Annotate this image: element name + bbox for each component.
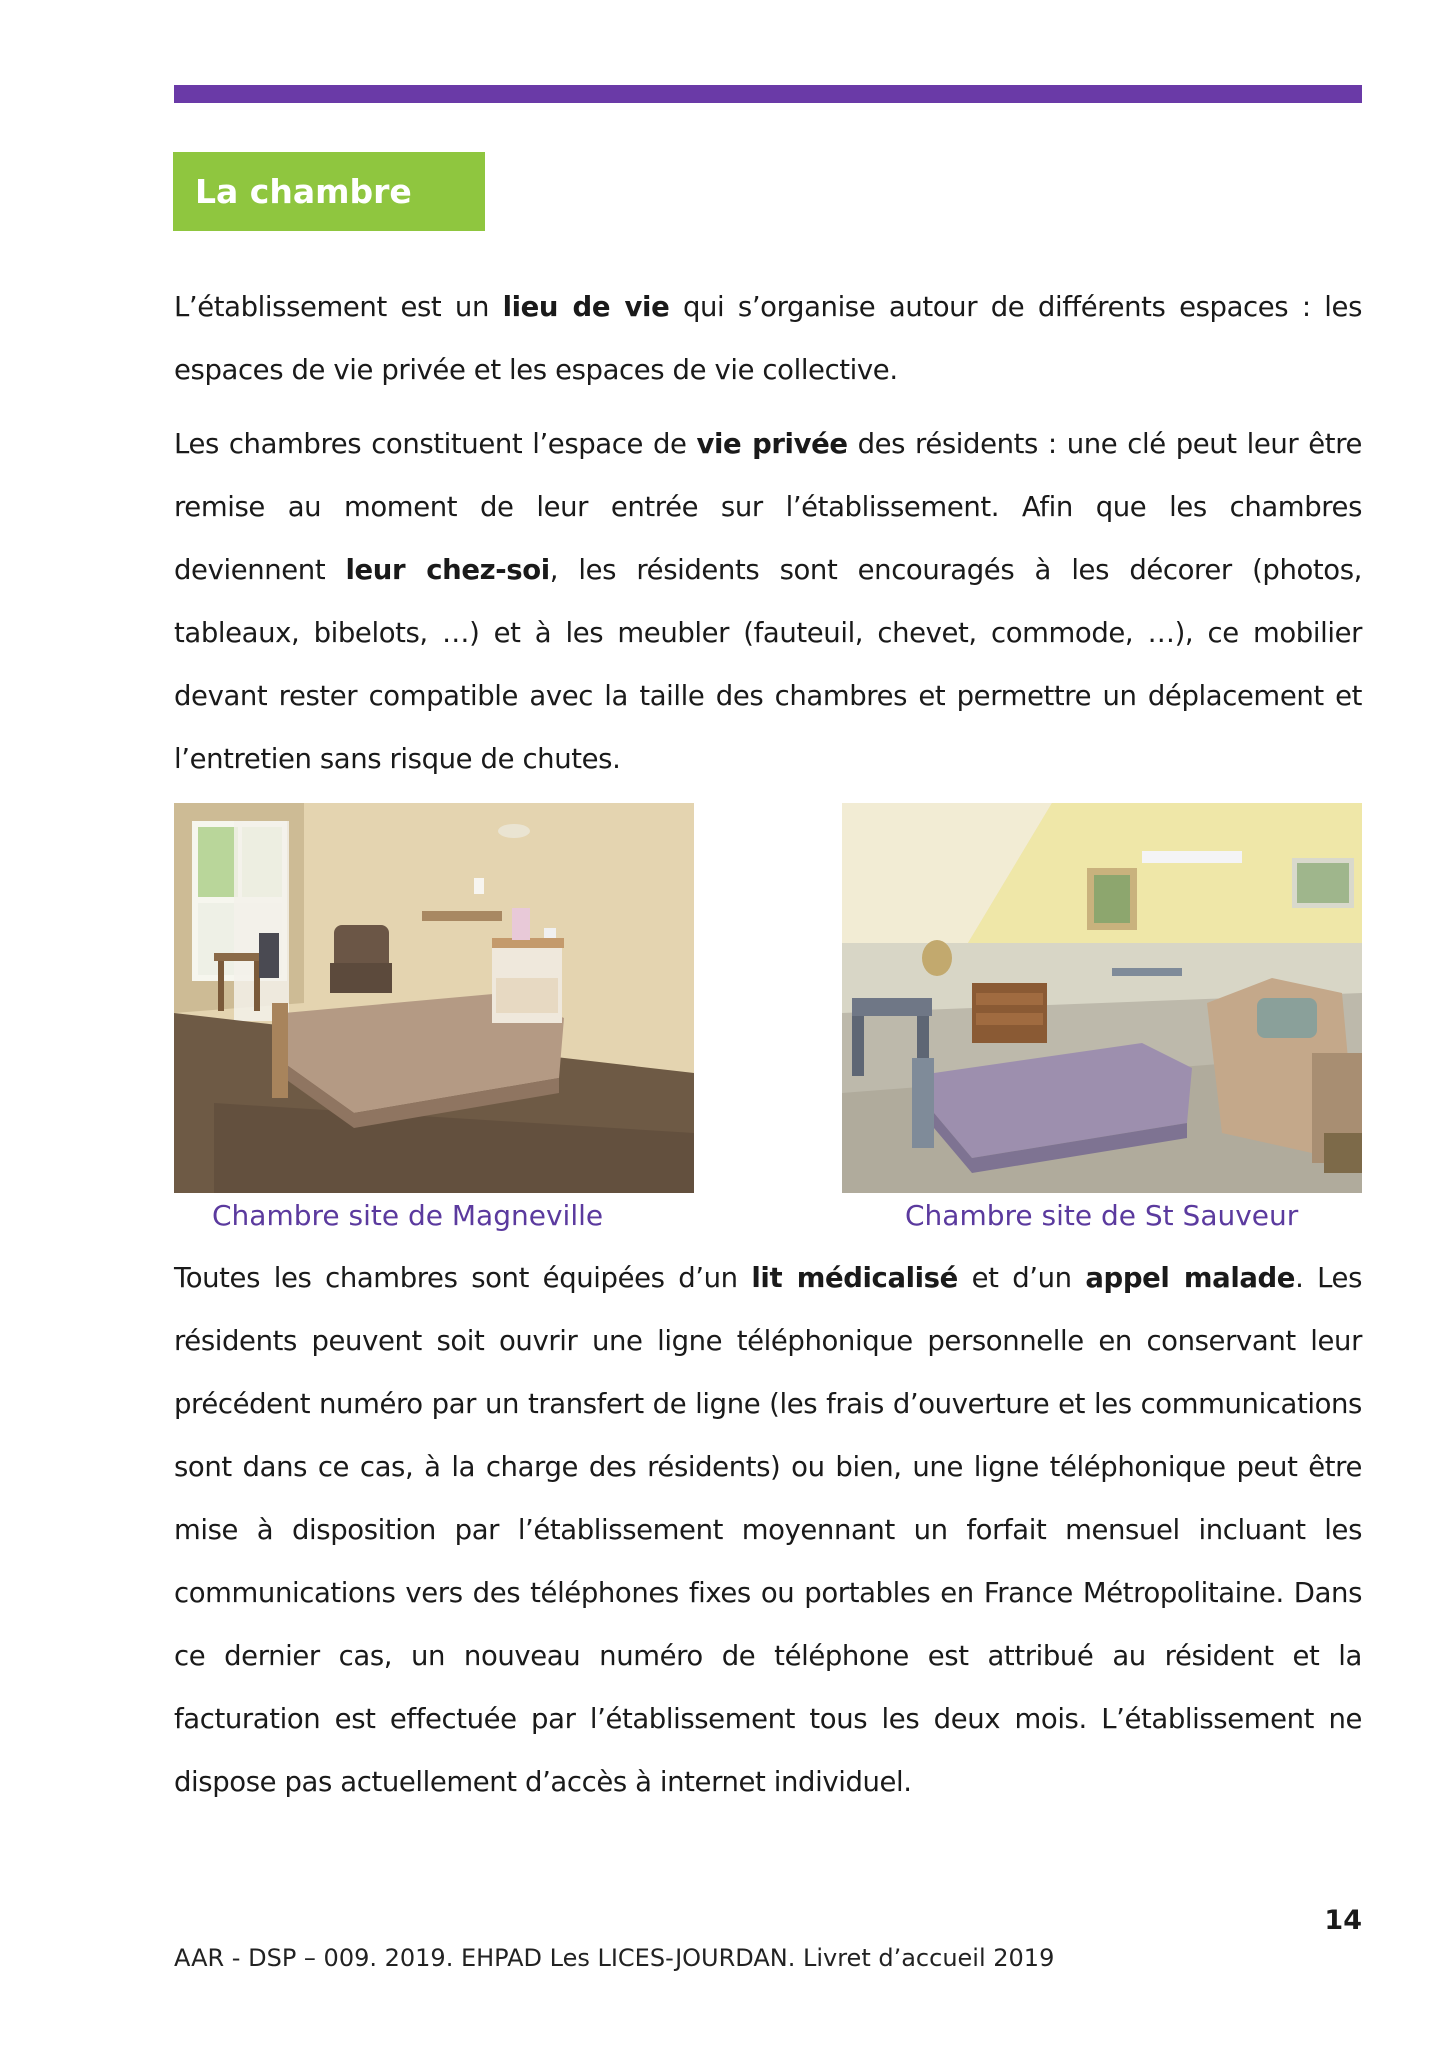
page-number: 14 [1324,1905,1362,1936]
equipment-text: . Les résidents peuvent soit ouvrir une ligne téléphonique personnelle en conservant leur précédent numéro par un transfert de ligne (les frais d’ouverture et les communications sont dans ce cas, à la charge des résidents) ou bien, une ligne téléphonique peut être mise à disposition par l’établissement moyennant un forfait mensuel incluant les communications vers des téléphones fixes ou portables en France Métropolitaine. Dans ce dernier cas, un nouveau numéro de téléphone est attribué au résident et la facturation est effectuée par l’établissement tous les deux mois. L’établissement ne dispose pas actuellement d’accès à internet individuel. [174,1262,1362,1798]
intro-text: qui s’organise autour de différents espaces : les espaces de vie privée et les espaces de vie collective. [174,291,1362,386]
equipment-text: Toutes les chambres sont équipées d’un [174,1262,752,1294]
footer-reference: AAR - DSP – 009. 2019. EHPAD Les LICES-JOURDAN. Livret d’accueil 2019 [174,1944,1055,1972]
room-photo-st-sauveur [842,803,1362,1193]
rooms-paragraph [174,413,1362,791]
rooms-text: des résidents : une clé peut leur être remise au moment de leur entrée sur l’établissement. Afin que les chambres deviennent [174,428,1363,586]
room-photo-magneville [174,803,694,1193]
rooms-text: , les résidents sont encouragés à les décorer (photos, tableaux, bibelots, …) et à les meubler (fauteuil, chevet, commode, …), ce mobilier devant rester compatible avec la taille des chambres et permettre un déplacement et l’entretien sans risque de chutes. [174,554,1362,775]
rooms-emphasis: vie privée [696,428,848,460]
equipment-text: et d’un [957,1262,1086,1294]
intro-text: L’établissement est un [174,291,503,323]
equipment-emphasis: lit médicalisé [751,1262,958,1294]
equipment-emphasis: appel malade [1085,1262,1296,1294]
rooms-emphasis: leur chez-soi [345,554,550,586]
equipment-paragraph [174,1247,1362,1814]
header-accent-bar [174,85,1362,103]
intro-paragraph [174,276,1362,402]
photo-caption-magneville: Chambre site de Magneville [212,1199,604,1232]
photo-caption-st-sauveur: Chambre site de St Sauveur [905,1199,1299,1232]
intro-emphasis: lieu de vie [502,291,670,323]
section-title: La chambre [173,152,485,231]
rooms-text: Les chambres constituent l’espace de [174,428,697,460]
